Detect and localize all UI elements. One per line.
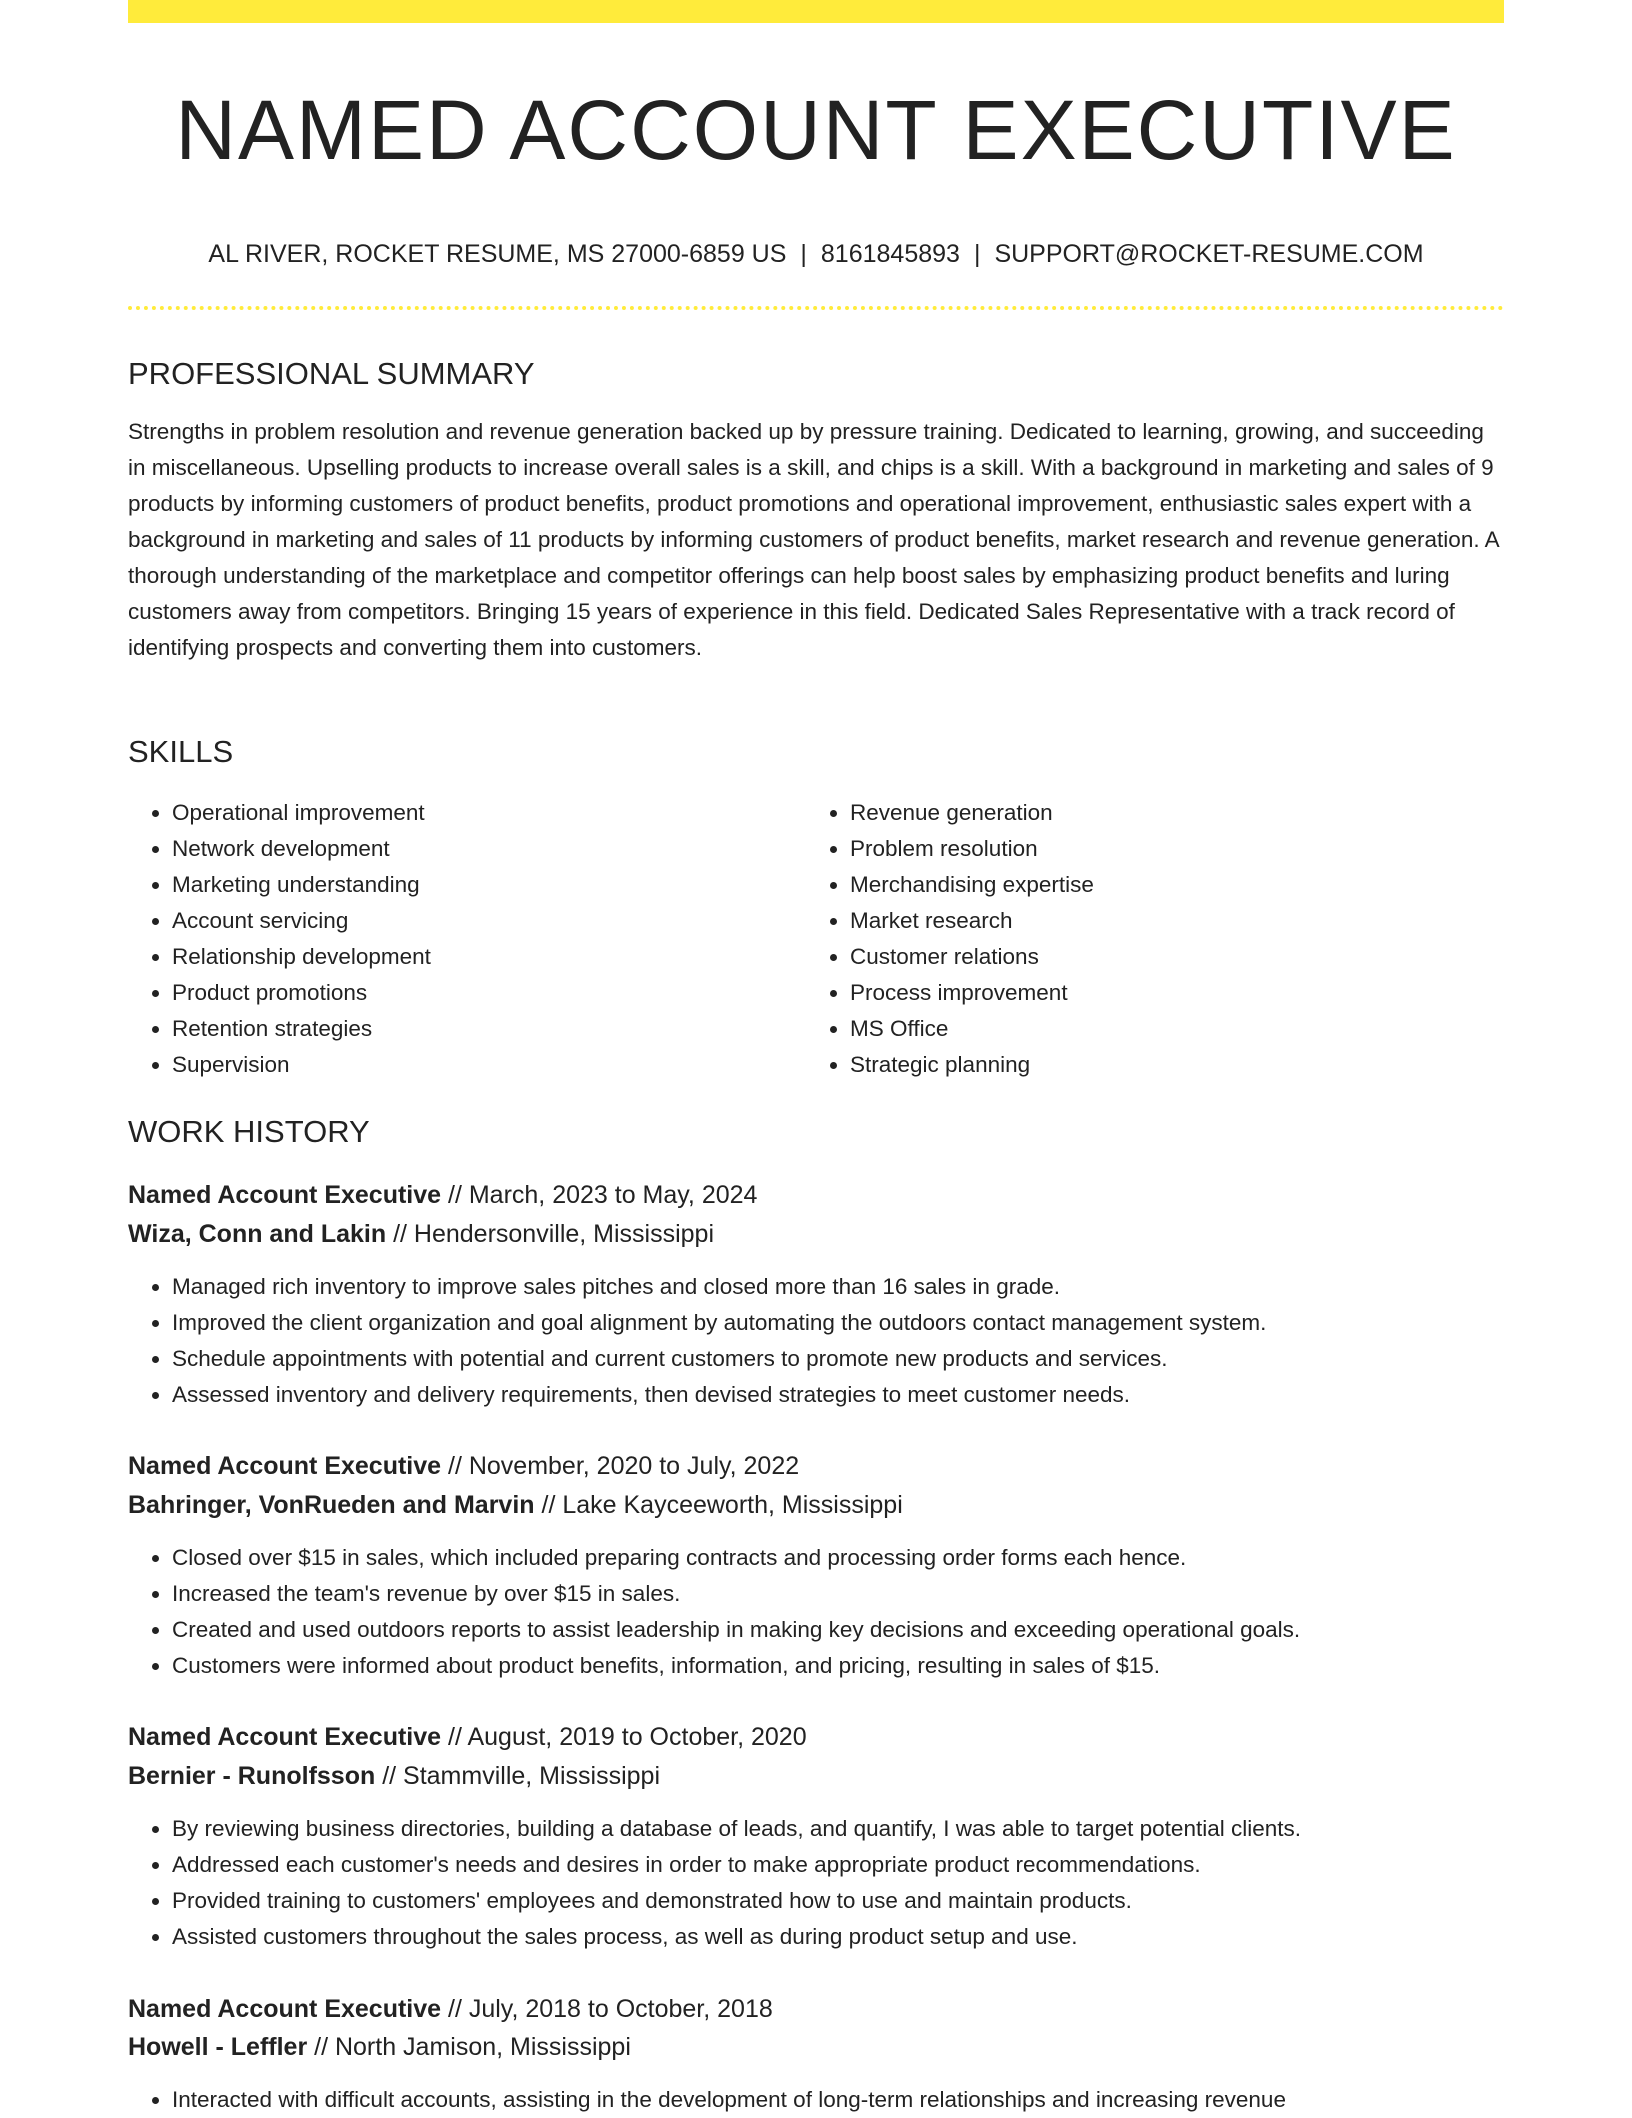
skill-item: • Product promotions <box>172 975 792 1011</box>
job-bullet: • Interacted with difficult accounts, assisting in the development of long-term relationships and increasing revenue <box>172 2082 1548 2118</box>
contact-email: SUPPORT@ROCKET-RESUME.COM <box>994 240 1424 268</box>
work-heading: WORK HISTORY <box>128 1114 370 1149</box>
job-role: Named Account Executive <box>128 1995 442 2023</box>
job-location: // Lake Kayceeworth, Mississippi <box>534 1491 903 1519</box>
contact-line <box>128 237 1504 271</box>
job-bullet: • Addressed each customer's needs and desires in order to make appropriate product recommendations. <box>172 1847 1548 1883</box>
skill-item: • Market research <box>850 903 1490 939</box>
skill-item: • Account servicing <box>172 903 792 939</box>
skill-item: • Marketing understanding <box>172 867 792 903</box>
skill-item: • Retention strategies <box>172 1011 792 1047</box>
skills-list-left <box>128 795 792 1083</box>
job-location: // Hendersonville, Mississippi <box>386 1220 715 1248</box>
job-dates: // March, 2023 to May, 2024 <box>441 1181 758 1209</box>
skill-item: • Problem resolution <box>850 831 1490 867</box>
contact-phone: 8161845893 <box>820 240 960 268</box>
job-bullets <box>128 1269 1548 1413</box>
summary-heading: PROFESSIONAL SUMMARY <box>128 356 535 391</box>
skill-item: • Operational improvement <box>172 795 792 831</box>
job-company-line <box>128 2027 1504 2067</box>
job-title-line <box>128 1989 1504 2029</box>
job-company: Howell - Leffler <box>128 2033 308 2061</box>
job-location: // Stammville, Mississippi <box>375 1762 661 1790</box>
job-bullet: • Created and used outdoors reports to assist leadership in making key decisions and exceeding operational goals. <box>172 1612 1548 1648</box>
job-bullet: • Provided training to customers' employees and demonstrated how to use and maintain products. <box>172 1883 1548 1919</box>
skill-item: • Merchandising expertise <box>850 867 1490 903</box>
job-bullet: • Managed rich inventory to improve sales pitches and closed more than 16 sales in grade. <box>172 1269 1548 1305</box>
job-dates: // August, 2019 to October, 2020 <box>441 1723 807 1751</box>
job-title-line <box>128 1175 1504 1215</box>
job-bullets <box>128 1811 1548 1955</box>
job-role: Named Account Executive <box>128 1452 442 1480</box>
skill-item: • Strategic planning <box>850 1047 1490 1083</box>
job-dates: // November, 2020 to July, 2022 <box>441 1452 800 1480</box>
skill-item: • Relationship development <box>172 939 792 975</box>
job-bullet: • Improved the client organization and goal alignment by automating the outdoors contact management system. <box>172 1305 1548 1341</box>
job-role: Named Account Executive <box>128 1181 442 1209</box>
contact-address: AL RIVER, ROCKET RESUME, MS 27000-6859 US <box>208 240 787 268</box>
skill-item: • Network development <box>172 831 792 867</box>
accent-bar <box>128 0 1504 23</box>
skills-heading: SKILLS <box>128 734 234 769</box>
resume-name: NAMED ACCOUNT EXECUTIVE <box>175 83 1457 177</box>
job-location: // North Jamison, Mississippi <box>307 2033 631 2061</box>
job-bullets <box>128 2082 1548 2118</box>
job-bullets <box>128 1540 1548 1684</box>
skill-item: • Process improvement <box>850 975 1490 1011</box>
job-company-line <box>128 1214 1504 1254</box>
job-role: Named Account Executive <box>128 1723 442 1751</box>
contact-separator: | <box>973 240 981 268</box>
job-bullet: • Closed over $15 in sales, which included preparing contracts and processing order forms each hence. <box>172 1540 1548 1576</box>
skill-item: • MS Office <box>850 1011 1490 1047</box>
job-dates: // July, 2018 to October, 2018 <box>441 1995 773 2023</box>
job-title-line <box>128 1446 1504 1486</box>
summary-text: Strengths in problem resolution and revenue generation backed up by pressure training. Dedicated to learning, growing, and succeeding in miscellaneous. Upselling products to increase overall sales is a skill, and chips is a skill. With a background in marketing and sales of 9 products by informing customers of product benefits, product promotions and operational improvement, enthusiastic sales expert with a background in marketing and sales of 11 products by informing customers of product benefits, market research and revenue generation. A thorough understanding of the marketplace and competitor offerings can help boost sales by emphasizing product benefits and luring customers away from competitors. Bringing 15 years of experience in this field. Dedicated Sales Representative with a track record of identifying prospects and converting them into customers. <box>128 419 1499 660</box>
contact-separator: | <box>800 240 807 268</box>
job-company: Wiza, Conn and Lakin <box>128 1220 387 1248</box>
skills-list-right <box>806 795 1490 1083</box>
resume-page <box>128 0 1504 2112</box>
job-company: Bernier - Runolfsson <box>128 1762 376 1790</box>
job-bullet: • By reviewing business directories, building a database of leads, and quantify, I was able to target potential clients. <box>172 1811 1548 1847</box>
job-bullet: • Customers were informed about product benefits, information, and pricing, resulting in sales of $15. <box>172 1648 1548 1684</box>
job-bullet: • Increased the team's revenue by over $15 in sales. <box>172 1576 1548 1612</box>
header-divider <box>128 306 1504 310</box>
job-title-line <box>128 1717 1504 1757</box>
job-bullet: • Assessed inventory and delivery requirements, then devised strategies to meet customer needs. <box>172 1377 1548 1413</box>
job-company-line <box>128 1485 1504 1525</box>
skill-item: • Supervision <box>172 1047 792 1083</box>
job-bullet: • Schedule appointments with potential and current customers to promote new products and services. <box>172 1341 1548 1377</box>
job-company-line <box>128 1756 1504 1796</box>
job-company: Bahringer, VonRueden and Marvin <box>128 1491 535 1519</box>
skill-item: • Revenue generation <box>850 795 1490 831</box>
skill-item: • Customer relations <box>850 939 1490 975</box>
job-bullet: • Assisted customers throughout the sales process, as well as during product setup and use. <box>172 1919 1548 1955</box>
